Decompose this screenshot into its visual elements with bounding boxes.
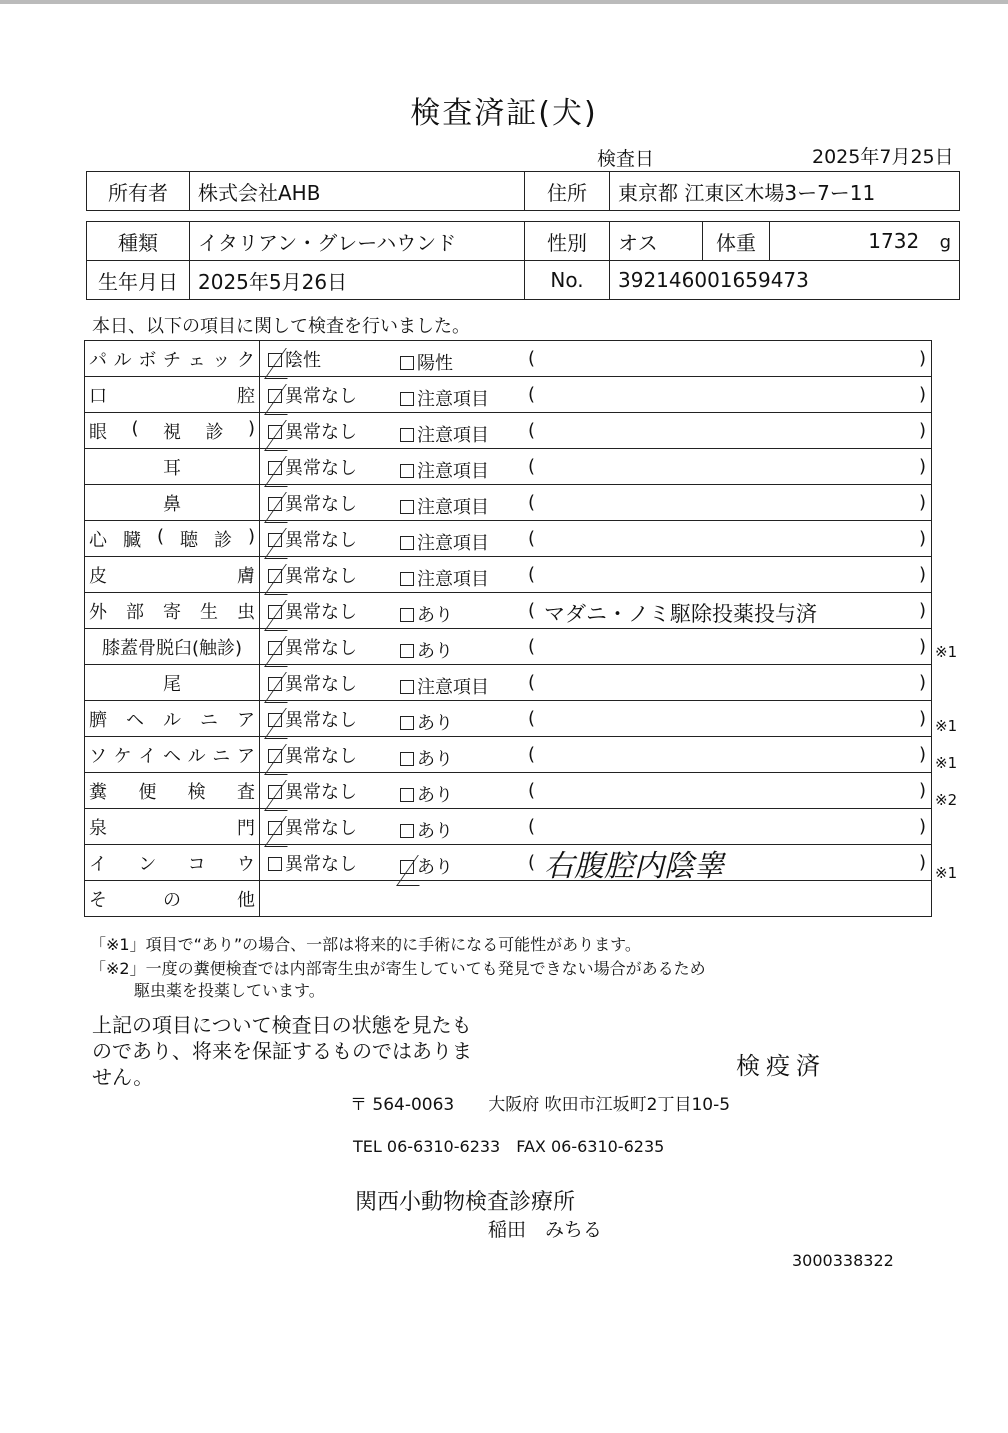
- option-1[interactable]: [260, 458, 357, 479]
- checkbox-icon[interactable]: [400, 464, 414, 478]
- check-row: [85, 773, 932, 809]
- item-char: 検: [187, 781, 206, 803]
- checkbox-icon[interactable]: [268, 353, 282, 367]
- paren-close: ): [918, 420, 926, 441]
- breed-value: イタリアン・グレーハウンド: [190, 222, 525, 261]
- item-char: 耳: [163, 457, 181, 479]
- item-char: チ: [162, 349, 181, 371]
- checkbox-icon[interactable]: [268, 857, 282, 871]
- checkbox-icon[interactable]: [268, 821, 282, 835]
- checkbox-icon[interactable]: [268, 605, 282, 619]
- option-1-label: 異常なし: [285, 673, 357, 695]
- option-2-label: あり: [417, 857, 453, 878]
- option-1-label: 異常なし: [285, 637, 357, 659]
- item-char: ル: [187, 745, 206, 767]
- paren-close: ): [918, 528, 926, 549]
- item-char: 虫: [237, 601, 255, 623]
- weight-cell: [770, 222, 960, 261]
- check-options: [260, 557, 932, 593]
- item-char: (: [131, 417, 139, 439]
- item-char: コ: [187, 853, 206, 875]
- clinic-tel: TEL 06-6310-6233 FAX 06-6310-6235: [353, 1137, 665, 1156]
- paren-open: (: [528, 744, 536, 765]
- option-1[interactable]: [260, 386, 357, 407]
- option-2-label: 注意項目: [417, 533, 489, 554]
- item-char: イ: [89, 853, 107, 875]
- paren-close: ): [918, 744, 926, 765]
- item-char: ケ: [113, 745, 132, 767]
- intro-text: 本日、以下の項目に関して検査を行いました。: [92, 316, 470, 337]
- check-row-label: [85, 845, 260, 881]
- checks-table: [84, 340, 932, 917]
- item-char: ソ: [89, 745, 107, 767]
- option-2[interactable]: [392, 529, 489, 555]
- paren-open: (: [528, 528, 536, 549]
- paren-open: (: [528, 780, 536, 801]
- item-char: 眼: [89, 421, 107, 443]
- paren-open: (: [528, 708, 536, 729]
- check-row: [85, 593, 932, 629]
- item-char: 臓: [122, 529, 141, 551]
- note-1: 「※1」項目で“あり”の場合、一部は将来的に手術になる可能性があります。: [90, 935, 641, 954]
- paren-close: ): [918, 348, 926, 369]
- paren-open: (: [528, 816, 536, 837]
- address-label: 住所: [525, 172, 610, 211]
- checkbox-icon[interactable]: [268, 497, 282, 511]
- option-1-label: 異常なし: [285, 853, 357, 875]
- paren-open: (: [528, 672, 536, 693]
- checkbox-icon[interactable]: [268, 425, 282, 439]
- owner-label: 所有者: [87, 172, 190, 211]
- option-1[interactable]: [260, 638, 357, 659]
- item-char: 心: [89, 529, 107, 551]
- item-char: 尾: [163, 673, 181, 695]
- check-options: [260, 665, 932, 701]
- check-row-label: [85, 809, 260, 845]
- item-char: の: [163, 889, 181, 911]
- reference-mark: ※2: [935, 790, 958, 809]
- check-row: [85, 845, 932, 881]
- option-1[interactable]: [260, 710, 357, 731]
- option-1[interactable]: [260, 566, 357, 587]
- option-1[interactable]: [260, 494, 357, 515]
- option-1-label: 異常なし: [285, 457, 357, 479]
- reference-mark: ※1: [935, 717, 958, 735]
- inspection-date-label: 検査日: [597, 148, 655, 170]
- remarks-text: マダニ・ノミ駆除投薬投与済: [544, 602, 817, 626]
- option-2[interactable]: [392, 421, 489, 447]
- option-2[interactable]: [392, 781, 453, 807]
- item-char: 診: [205, 421, 224, 443]
- item-char: 糞: [89, 781, 107, 803]
- check-row: [85, 413, 932, 449]
- item-char: 査: [236, 781, 255, 803]
- paren-close: ): [918, 564, 926, 585]
- item-char: 部: [126, 601, 144, 623]
- item-char: 聴: [179, 529, 198, 551]
- option-2[interactable]: [392, 673, 489, 699]
- option-1-label: 異常なし: [285, 529, 357, 551]
- option-2[interactable]: [392, 349, 453, 375]
- item-char: 泉: [89, 817, 107, 839]
- check-row: [85, 521, 932, 557]
- checkbox-icon[interactable]: [268, 569, 282, 583]
- option-2-label: 注意項目: [417, 389, 489, 410]
- check-row-label: [85, 773, 260, 809]
- checkbox-icon[interactable]: [268, 713, 282, 727]
- check-row: [85, 665, 932, 701]
- other-row-label: [85, 881, 260, 917]
- check-row-label: [85, 341, 260, 377]
- sex-value: オス: [610, 222, 703, 261]
- checkbox-icon[interactable]: [400, 680, 414, 694]
- check-options: [260, 521, 932, 557]
- breed-label: 種類: [87, 222, 190, 261]
- option-2[interactable]: [392, 601, 453, 627]
- item-char: 臍: [89, 709, 107, 731]
- option-2-label: あり: [417, 821, 453, 842]
- paren-close: ): [918, 456, 926, 477]
- paren-open: (: [528, 600, 536, 621]
- inspection-date: 2025年7月25日: [812, 146, 954, 168]
- clinic-name: 関西小動物検査診療所: [355, 1190, 576, 1215]
- check-row: [85, 701, 932, 737]
- item-char: ): [247, 525, 255, 547]
- number-value: 392146001659473: [610, 261, 960, 300]
- item-char: 腔: [237, 385, 255, 407]
- item-char: 診: [213, 529, 232, 551]
- item-char: 外: [89, 601, 107, 623]
- item-char: ): [247, 417, 255, 439]
- option-2-label: あり: [417, 785, 453, 806]
- option-2[interactable]: [392, 565, 489, 591]
- check-row: [85, 341, 932, 377]
- option-2-label: あり: [417, 749, 453, 770]
- checkbox-icon[interactable]: [400, 860, 414, 874]
- option-1-label: 異常なし: [285, 709, 357, 731]
- check-row: [85, 449, 932, 485]
- checkbox-icon[interactable]: [268, 461, 282, 475]
- clinic-address: 〒 564-0063 大阪府 吹田市江坂町2丁目10-5: [350, 1095, 731, 1115]
- paren-close: ): [918, 708, 926, 729]
- paren-close: ): [918, 780, 926, 801]
- item-char: ッ: [212, 349, 231, 371]
- checkbox-icon[interactable]: [400, 608, 414, 622]
- option-2[interactable]: [392, 493, 489, 519]
- paren-close: ): [918, 816, 926, 837]
- other-row: [85, 881, 932, 917]
- check-options: [260, 449, 932, 485]
- note-2-line1: 「※2」一度の糞便検査では内部寄生虫が寄生していても発見できない場合があるため: [90, 959, 706, 978]
- number-label: No.: [525, 261, 610, 300]
- weight-label: 体重: [703, 222, 770, 261]
- checkbox-icon[interactable]: [400, 500, 414, 514]
- paren-open: (: [528, 636, 536, 657]
- other-field[interactable]: [260, 881, 932, 917]
- paren-close: ): [918, 492, 926, 513]
- option-2[interactable]: [392, 385, 489, 411]
- item-char: ェ: [187, 349, 206, 371]
- checkbox-icon[interactable]: [268, 749, 282, 763]
- address-value: 東京都 江東区木場3ー7ー11: [610, 172, 960, 211]
- disclaimer: 上記の項目について検査日の状態を見たものであり、将来を保証するものではありません。: [92, 1013, 472, 1089]
- item-char: ル: [163, 709, 181, 731]
- doctor-name: 稲田 みちる: [488, 1219, 603, 1241]
- item-char: ン: [138, 853, 157, 875]
- paren-close: ): [918, 384, 926, 405]
- option-1-label: 異常なし: [285, 493, 357, 515]
- checkbox-icon[interactable]: [400, 572, 414, 586]
- item-char: パ: [89, 349, 107, 371]
- check-options: [260, 629, 932, 665]
- document-number: 3000338322: [792, 1251, 894, 1270]
- checkbox-icon[interactable]: [268, 533, 282, 547]
- option-1-label: 異常なし: [285, 385, 357, 407]
- paren-open: (: [528, 384, 536, 405]
- option-2-label: 注意項目: [417, 677, 489, 698]
- checkbox-icon[interactable]: [400, 644, 414, 658]
- option-2-label: 注意項目: [417, 497, 489, 518]
- option-1-label: 異常なし: [285, 421, 357, 443]
- owner-table: [86, 171, 960, 211]
- item-char: 門: [237, 817, 255, 839]
- check-row-label: [85, 521, 260, 557]
- option-2[interactable]: [392, 709, 453, 735]
- option-2[interactable]: [392, 817, 453, 843]
- item-char: ニ: [212, 745, 231, 767]
- item-char: 便: [138, 781, 157, 803]
- checkbox-icon[interactable]: [400, 788, 414, 802]
- check-options: [260, 701, 932, 737]
- check-row-label: [85, 737, 260, 773]
- quarantine-stamp: 検疫済: [736, 1052, 826, 1080]
- reference-mark: ※1: [935, 864, 958, 883]
- item-char: 鼻: [163, 493, 181, 515]
- item-char: 膚: [237, 565, 255, 587]
- option-2-label: あり: [417, 605, 453, 626]
- option-2-label: あり: [417, 713, 453, 734]
- checkbox-icon[interactable]: [268, 677, 282, 691]
- check-options: [260, 341, 932, 377]
- paren-open: (: [528, 852, 536, 873]
- option-1[interactable]: [260, 602, 357, 623]
- paren-close: ): [918, 636, 926, 657]
- check-row: [85, 809, 932, 845]
- checkbox-icon[interactable]: [268, 641, 282, 655]
- item-char: 口: [89, 385, 107, 407]
- check-options: [260, 845, 932, 884]
- option-2[interactable]: [392, 637, 453, 663]
- dob-value: 2025年5月26日: [190, 261, 525, 300]
- item-char: ヘ: [162, 745, 181, 767]
- check-row-label: [85, 629, 260, 665]
- check-row: [85, 377, 932, 413]
- option-1[interactable]: [260, 674, 357, 695]
- check-row-label: [85, 557, 260, 593]
- paren-open: (: [528, 564, 536, 585]
- check-row-label: [85, 665, 260, 701]
- option-1[interactable]: [260, 746, 357, 767]
- item-char: そ: [89, 889, 107, 911]
- option-1-label: 異常なし: [285, 781, 357, 803]
- paren-close: ): [918, 600, 926, 621]
- weight-value: 1732: [868, 229, 920, 253]
- check-row-label: [85, 485, 260, 521]
- check-options: [260, 737, 932, 773]
- check-row: [85, 629, 932, 665]
- item-char: 生: [200, 601, 218, 623]
- note-2: [90, 958, 890, 1002]
- reference-mark: ※1: [935, 753, 958, 772]
- option-1[interactable]: [260, 854, 357, 875]
- check-row: [85, 737, 932, 773]
- check-options: [260, 809, 932, 845]
- checkbox-icon[interactable]: [400, 356, 414, 370]
- option-1-label: 陰性: [285, 349, 321, 371]
- checkbox-icon[interactable]: [400, 536, 414, 550]
- paren-close: ): [918, 672, 926, 693]
- sex-label: 性別: [525, 222, 610, 261]
- option-2[interactable]: [392, 745, 453, 771]
- check-options: [260, 413, 932, 449]
- check-row: [85, 557, 932, 593]
- item-char: イ: [138, 745, 157, 767]
- checkbox-icon[interactable]: [400, 428, 414, 442]
- option-2-label: 注意項目: [417, 569, 489, 590]
- scan-edge: [0, 0, 1008, 4]
- option-1-label: 異常なし: [285, 565, 357, 587]
- item-char: ク: [236, 349, 255, 371]
- item-char: ニ: [200, 709, 218, 731]
- reference-mark: ※1: [935, 643, 958, 662]
- option-2[interactable]: [392, 853, 453, 879]
- option-1[interactable]: [260, 530, 357, 551]
- item-char: ア: [237, 709, 255, 731]
- check-options: [260, 377, 932, 413]
- item-char: ボ: [138, 349, 157, 371]
- paren-open: (: [528, 348, 536, 369]
- check-row-label: [85, 413, 260, 449]
- check-row-label: [85, 701, 260, 737]
- option-1-label: 異常なし: [285, 817, 357, 839]
- owner-value: 株式会社AHB: [190, 172, 525, 211]
- option-1-label: 異常なし: [285, 745, 357, 767]
- item-char: ル: [113, 349, 132, 371]
- pet-table: [86, 221, 960, 300]
- item-char: ウ: [236, 853, 255, 875]
- option-2-label: 陽性: [417, 353, 453, 374]
- check-options: [260, 773, 932, 809]
- option-1[interactable]: [260, 782, 357, 803]
- option-1[interactable]: [260, 422, 357, 443]
- paren-open: (: [528, 492, 536, 513]
- paren-close: ): [918, 852, 926, 873]
- note-2-line2: 駆虫薬を投薬しています。: [134, 981, 325, 1000]
- option-1-label: 異常なし: [285, 601, 357, 623]
- checkbox-icon[interactable]: [400, 716, 414, 730]
- item-char: 視: [163, 421, 181, 443]
- option-2-label: 注意項目: [417, 425, 489, 446]
- check-row-label: [85, 377, 260, 413]
- weight-unit: g: [939, 232, 951, 253]
- check-row-label: [85, 449, 260, 485]
- dob-label: 生年月日: [87, 261, 190, 300]
- option-1[interactable]: [260, 350, 321, 371]
- checkbox-icon[interactable]: [400, 752, 414, 766]
- checkbox-icon[interactable]: [268, 785, 282, 799]
- paren-open: (: [528, 420, 536, 441]
- check-options: [260, 593, 932, 629]
- option-2-label: あり: [417, 641, 453, 662]
- item-char: 膝蓋骨脱臼(触診): [101, 637, 243, 659]
- item-char: 寄: [163, 601, 181, 623]
- item-char: 皮: [89, 565, 107, 587]
- item-char: ヘ: [126, 709, 144, 731]
- item-char: 他: [237, 889, 255, 911]
- option-1[interactable]: [260, 818, 357, 839]
- option-2[interactable]: [392, 457, 489, 483]
- item-char: (: [156, 525, 164, 547]
- option-2-label: 注意項目: [417, 461, 489, 482]
- page-title: 検査済証(犬): [410, 96, 598, 131]
- checkbox-icon[interactable]: [400, 392, 414, 406]
- check-row: [85, 485, 932, 521]
- checkbox-icon[interactable]: [268, 389, 282, 403]
- paren-open: (: [528, 456, 536, 477]
- item-char: ア: [236, 745, 255, 767]
- check-row-label: [85, 593, 260, 629]
- checkbox-icon[interactable]: [400, 824, 414, 838]
- remarks-text: 右腹腔内陰睾: [544, 849, 724, 884]
- check-options: [260, 485, 932, 521]
